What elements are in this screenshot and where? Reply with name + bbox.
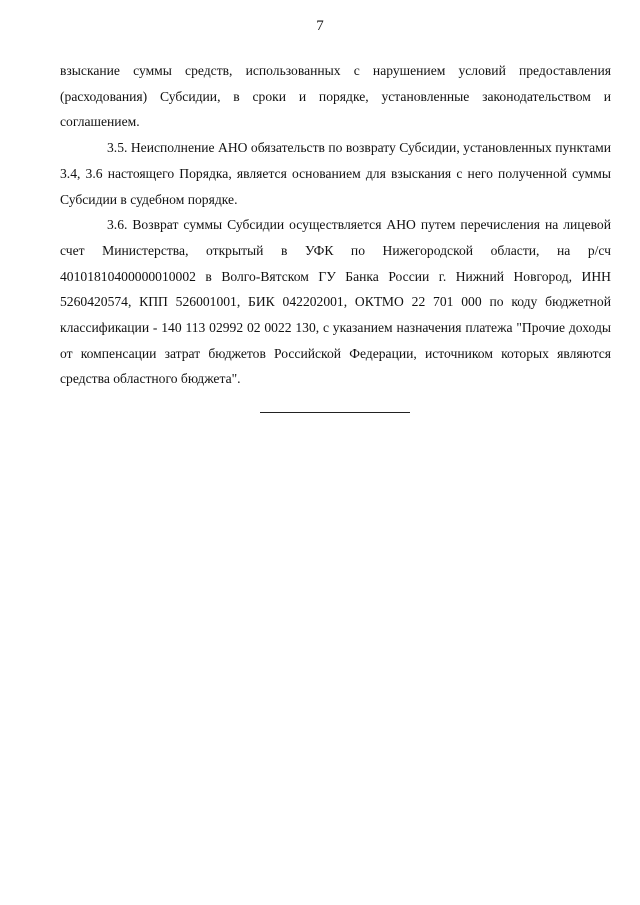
document-body (60, 58, 611, 392)
end-of-document-divider (260, 412, 410, 413)
paragraph-continuation: взыскание суммы средств, использованных с нарушением условий предоставления (расходования) Субсидии, в сроки и порядке, установленные законодательством и соглашением. (60, 63, 611, 130)
paragraph-3-5: 3.5. Неисполнение АНО обязательств по возврату Субсидии, установленных пунктами 3.4, 3.6 настоящего Порядка, является основанием для взыскания с него полученной суммы Субсидии в судебном порядке. (60, 140, 611, 207)
paragraph-3-6: 3.6. Возврат суммы Субсидии осуществляется АНО путем перечисления на лицевой счет Министерства, открытый в УФК по Нижегородской области, на р/сч 40101810400000010002 в Волго-Вятском ГУ Банка России г. Нижний Новгород, ИНН 5260420574, КПП 526001001, БИК 042202001, ОКТМО 22 701 000 по коду бюджетной классификации - 140 113 02992 02 0022 130, с указанием назначения платежа "Прочие доходы от компенсации затрат бюджетов Российской Федерации, источником которых являются средства областного бюджета". (60, 217, 611, 387)
page-number: 7 (316, 18, 324, 34)
